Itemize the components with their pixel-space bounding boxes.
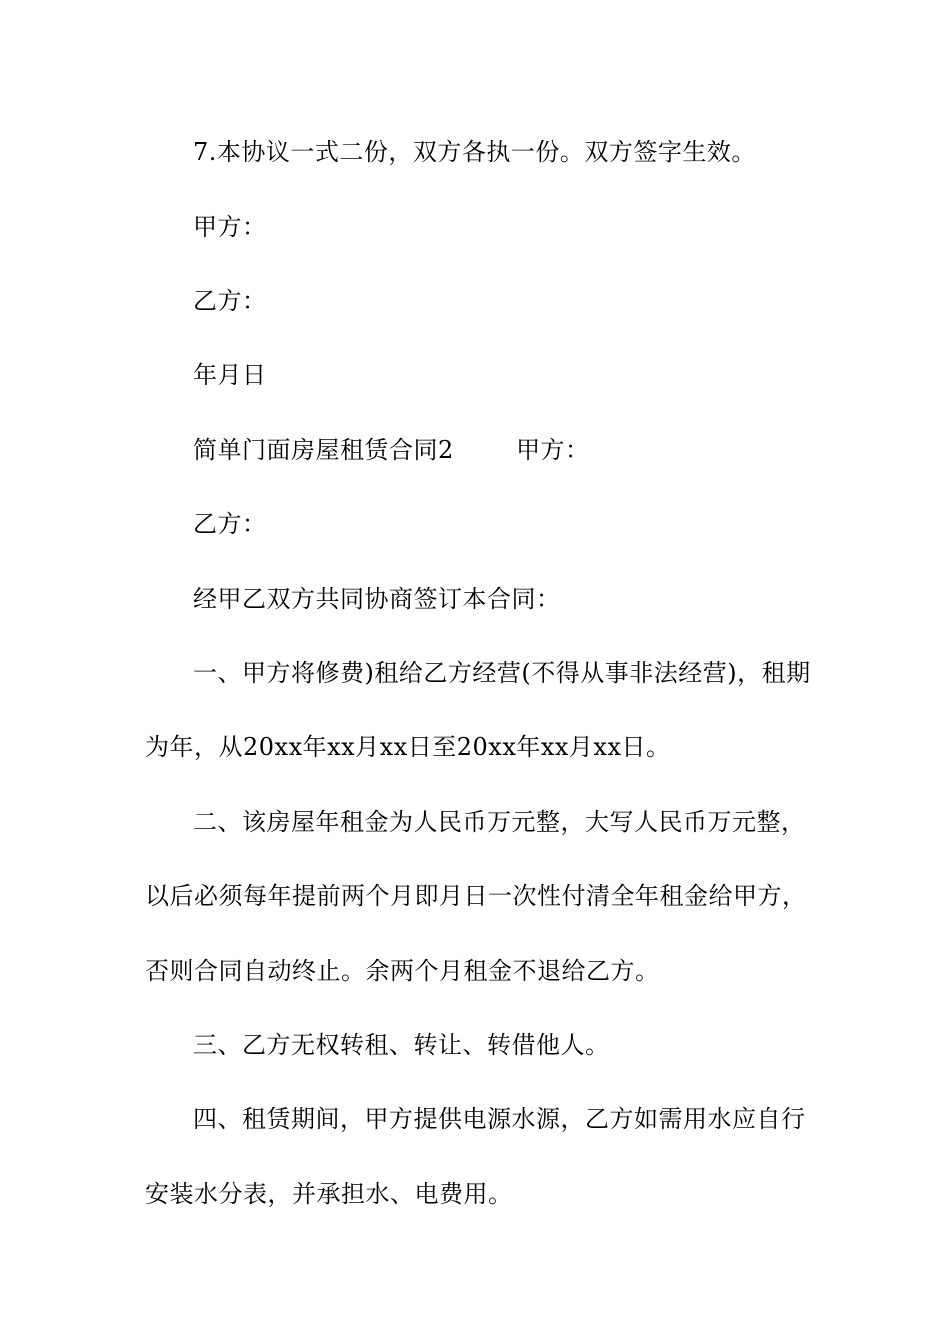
article-1-line-1: 一、甲方将修费)租给乙方经营(不得从事非法经营)，租期 bbox=[193, 659, 811, 687]
contract-title: 简单门面房屋租赁合同2 bbox=[193, 436, 454, 464]
date-label: 年月日 bbox=[193, 361, 267, 389]
contract-title-line bbox=[193, 434, 815, 466]
party-b-signature-label: 乙方： bbox=[193, 287, 267, 315]
article-2-line-2: 以后必须每年提前两个月即月日一次性付清全年租金给甲方， bbox=[145, 882, 807, 910]
contract-intro: 经甲乙双方共同协商签订本合同： bbox=[193, 585, 561, 613]
article-4-line-2: 安装水分表，并承担水、电费用。 bbox=[145, 1180, 513, 1208]
clause-7-text: 7.本协议一式二份，双方各执一份。双方签字生效。 bbox=[193, 138, 756, 166]
party-a-signature-label: 甲方： bbox=[193, 213, 267, 241]
party-b-label: 乙方： bbox=[193, 510, 267, 538]
article-3: 三、乙方无权转租、转让、转借他人。 bbox=[193, 1031, 610, 1059]
article-4-line-1: 四、租赁期间，甲方提供电源水源，乙方如需用水应自行 bbox=[193, 1105, 806, 1133]
article-2-line-3: 否则合同自动终止。余两个月租金不退给乙方。 bbox=[145, 957, 660, 985]
article-2-line-1: 二、该房屋年租金为人民币万元整，大写人民币万元整， bbox=[193, 808, 806, 836]
party-a-label: 甲方： bbox=[516, 436, 590, 464]
article-1-line-2: 为年，从20xx年xx月xx日至20xx年xx月xx日。 bbox=[145, 733, 671, 761]
